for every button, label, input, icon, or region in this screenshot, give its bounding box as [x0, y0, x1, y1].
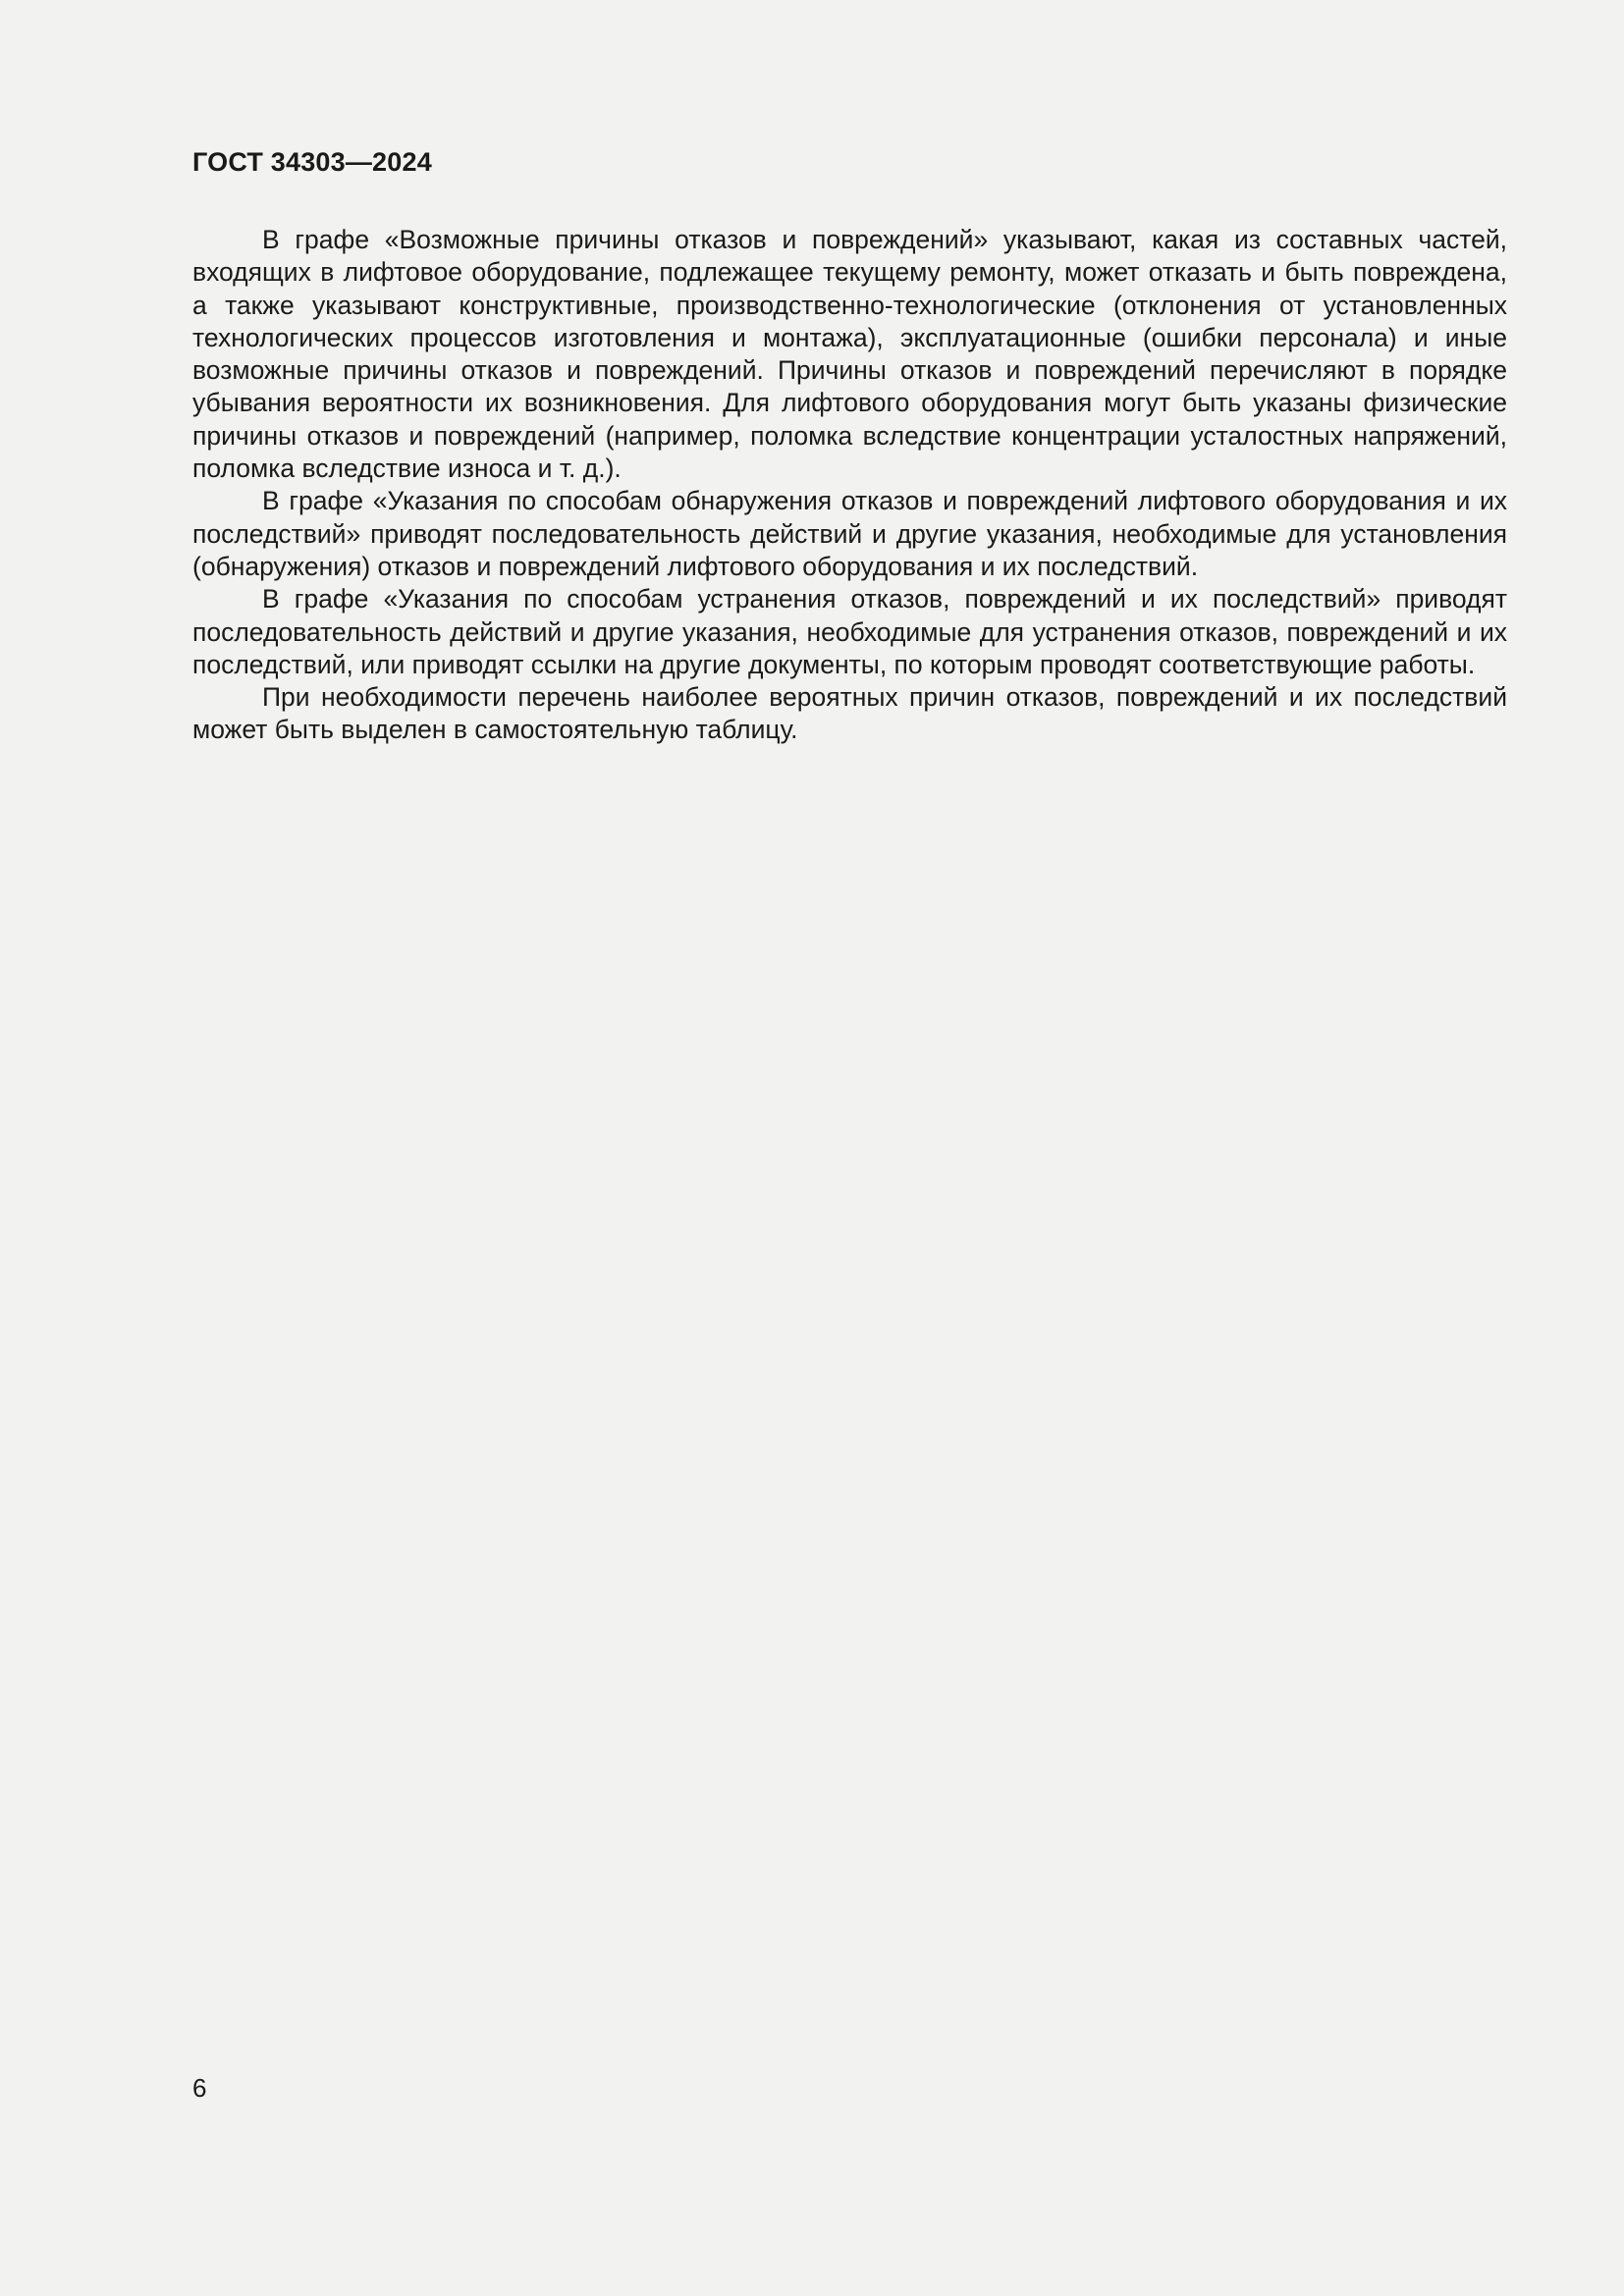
paragraph-separate-table: При необходимости перечень наиболее вероятных причин отказов, повреждений и их последствий может быть выделен в самостоятельную таблицу.	[192, 682, 1507, 745]
paragraph-detection-methods: В графе «Указания по способам обнаружения отказов и повреждений лифтового оборудования и их последствий» приводят последовательность действий и другие указания, необходимые для установления (обнаружения) отказов и повреждений лифтового оборудования и их последствий.	[192, 486, 1507, 581]
paragraph-failure-causes: В графе «Возможные причины отказов и повреждений» указывают, какая из составных частей, входящих в лифтовое оборудование, подлежащее текущему ремонту, может отказать и быть повреждена, а также указывают конструктивные, производственно-технологические (отклонения от установленных технологических процессов изготовления и монтажа), эксплуатационные (ошибки персонала) и иные возможные причины отказов и повреждений. Причины отказов и повреждений перечисляют в порядке убывания вероятности их возникновения. Для лифтового оборудования могут быть указаны физические причины отказов и повреждений (например, поломка вследствие концентрации усталостных напряжений, поломка вследствие износа и т. д.).	[192, 225, 1507, 484]
document-body	[192, 224, 1507, 747]
page-number: 6	[192, 2073, 207, 2103]
paragraph-elimination-methods: В графе «Указания по способам устранения отказов, повреждений и их последствий» приводят последовательность действий и другие указания, необходимые для устранения отказов, повреждений и их последствий, или приводят ссылки на другие документы, по которым проводят соответствующие работы.	[192, 584, 1507, 679]
document-standard-id: ГОСТ 34303—2024	[192, 147, 432, 177]
